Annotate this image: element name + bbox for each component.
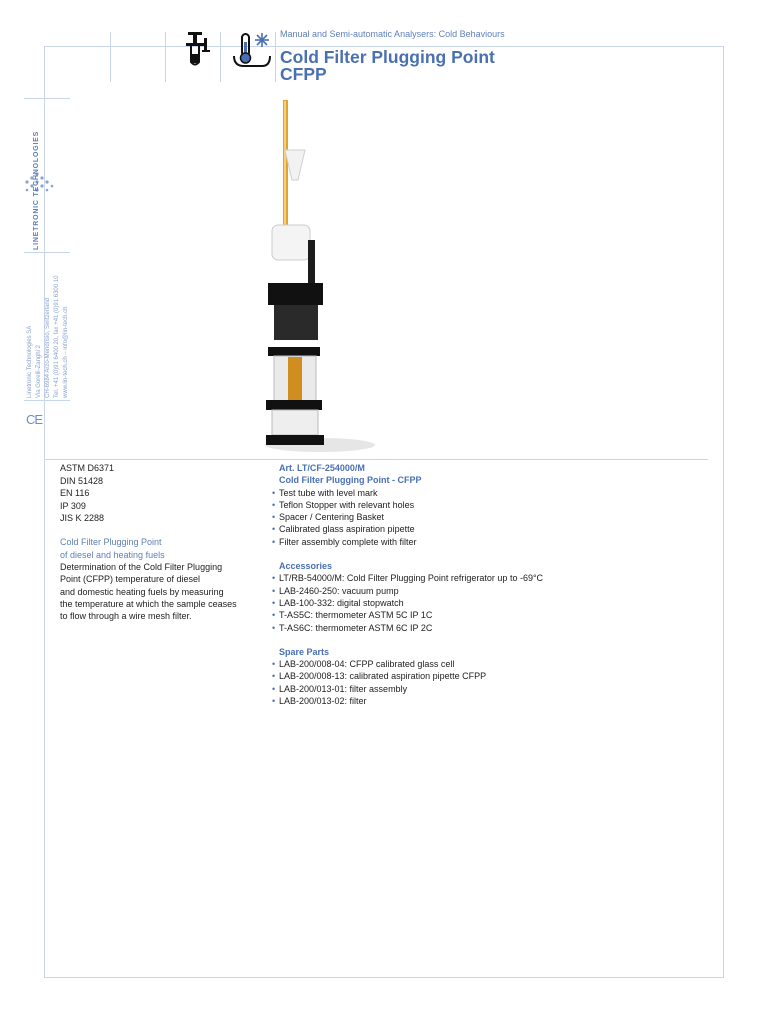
header-divider-4 [275,32,276,82]
standard-item: EN 116 [60,488,90,498]
list-item: • Test tube with level mark [272,487,543,499]
spare-parts-title: Spare Parts [279,646,330,657]
header-divider-3 [220,32,221,82]
article-code: Art. LT/CF-254000/M [279,463,365,473]
accessories-list [272,572,543,633]
frame-bottom-line [44,977,724,978]
standards-list [60,462,114,525]
article-items [272,487,543,548]
address-line: Tel. +41 (0)91 6400 20, fax +41 (0)91 6300 10 [54,275,60,398]
list-item: • LAB-200/013-02: filter [272,695,543,707]
list-item: • LAB-2460-250: vacuum pump [272,585,543,597]
list-item: • Teflon Stopper with relevant holes [272,499,543,511]
test-tube-icon [182,30,218,73]
description-heading-line: Cold Filter Plugging Point [60,537,162,547]
standard-item: IP 309 [60,500,86,511]
description-line: Determination of the Cold Filter Plugging [60,562,223,572]
header-divider-1 [110,32,111,82]
spare-parts-list [272,658,543,707]
description-line: Point (CFPP) temperature of diesel [60,574,201,585]
description-heading-line: of diesel and heating fuels [60,549,165,560]
cfpp-apparatus-photo [230,95,430,455]
list-item: • Spacer / Centering Basket [272,511,543,523]
address-line: www.lin-tech.ch – info@lin-tech.ch [63,306,69,398]
page-title-line2: CFPP [280,64,327,84]
content-divider [44,459,708,460]
standard-item: JIS K 2288 [60,513,105,523]
description-line: to flow through a wire mesh filter. [60,611,192,622]
list-item: • Calibrated glass aspiration pipette [272,523,543,535]
address-line: Via Gorelli-Zanghi 2 [36,345,42,398]
page-title [280,49,495,83]
page-title-line1: Cold Filter Plugging Point [280,47,495,67]
list-item: • LAB-200/008-13: calibrated aspiration pipette CFPP [272,670,543,682]
breadcrumb: Manual and Semi-automatic Analysers: Cold Behaviours [280,29,505,39]
list-item: • LT/RB-54000/M: Cold Filter Plugging Point refrigerator up to -69°C [272,572,543,584]
list-item: • T-AS6C: thermometer ASTM 6C IP 2C [272,622,543,634]
standard-item: ASTM D6371 [60,463,115,473]
article-name: Cold Filter Plugging Point - CFPP [279,475,422,486]
description-heading [60,536,260,561]
description-line: and domestic heating fuels by measuring [60,586,224,597]
list-item: • LAB-200/008-04: CFPP calibrated glass cell [272,658,543,670]
product-details [272,462,543,707]
address-line: Linetronic Technologies SA [27,325,33,398]
description-body [60,561,265,622]
ce-mark: CE [26,412,43,427]
frame-right-line [723,46,724,978]
description-line: the temperature at which the sample ceases [60,598,237,609]
sidebar-divider-top [24,98,70,99]
brand-name: LINETRONIC TECHNOLOGIES [33,130,40,250]
list-item: • Filter assembly complete with filter [272,536,543,548]
company-address [26,276,71,398]
header-divider-2 [165,32,166,82]
standard-item: DIN 51428 [60,475,104,486]
list-item: • LAB-200/013-01: filter assembly [272,683,543,695]
sidebar-divider-bottom [24,400,70,401]
brand-logo [20,100,60,260]
list-item: • LAB-100-332: digital stopwatch [272,597,543,609]
address-line: CH-6984 Arzo-Mendrisio, Switzerland [45,297,51,398]
list-item: • T-AS5C: thermometer ASTM 5C IP 1C [272,609,543,621]
thermometer-snowflake-icon [232,28,272,73]
accessories-title: Accessories [279,561,333,572]
